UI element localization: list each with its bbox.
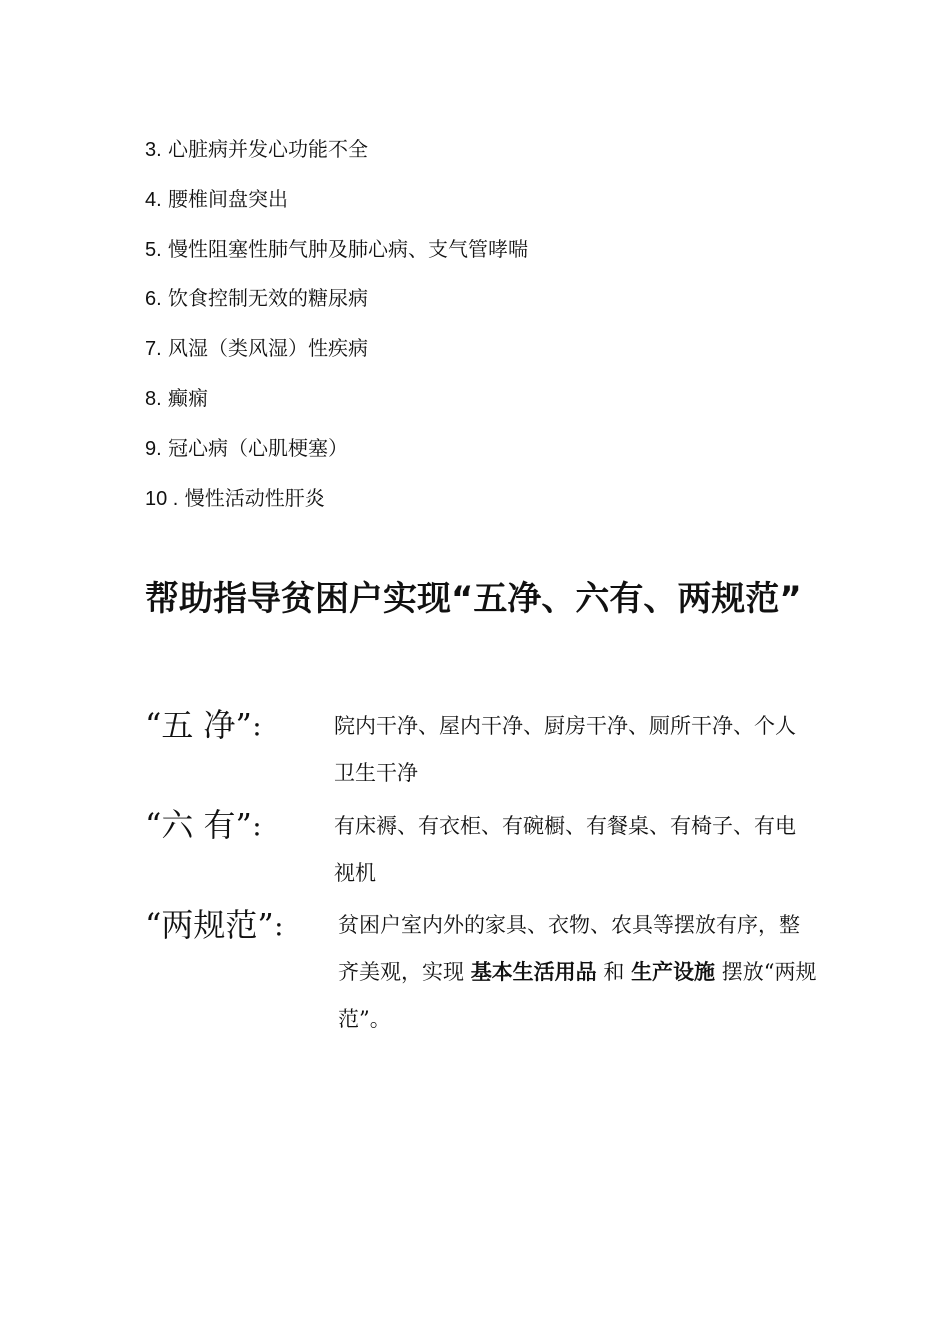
definition-wujing: 院内干净、屋内干净、厨房干净、厕所干净、个人卫生干净 <box>334 714 796 785</box>
definition-liuyou: 有床褥、有衣柜、有碗橱、有餐桌、有椅子、有电视机 <box>334 814 796 885</box>
list-item <box>145 134 845 184</box>
list-item <box>145 333 845 383</box>
list-item <box>145 283 845 333</box>
list-item-text: 风湿（类风湿）性疾病 <box>168 336 369 361</box>
section-heading: 帮助指导贫困户实现“五净、六有、两规范” <box>145 579 802 619</box>
definition-connector: 和 <box>603 960 625 984</box>
term-label: “六 有” <box>145 806 252 844</box>
definition-text-end: 摆放“两规范”。 <box>338 960 817 1031</box>
list-item <box>145 483 845 533</box>
term-wujing <box>145 705 274 749</box>
list-item-number: 3. <box>145 139 162 161</box>
list-item-number: 4. <box>145 188 162 211</box>
term-lianggui <box>145 905 296 949</box>
list-item <box>145 234 845 284</box>
list-item-text: 饮食控制无效的糖尿病 <box>168 286 369 311</box>
bold-term-daily-goods: 基本生活用品 <box>470 960 597 984</box>
bold-term-production-facilities: 生产设施 <box>631 960 716 984</box>
list-item <box>145 383 845 433</box>
list-item-number: 8. <box>145 387 162 410</box>
list-item-number: 5. <box>145 238 162 261</box>
list-item-text: 癫痫 <box>168 385 209 410</box>
term-liuyou <box>145 805 274 849</box>
list-item-text: 慢性活动性肝炎 <box>184 485 325 510</box>
term-colon: ： <box>251 816 274 842</box>
definition-lianggui <box>338 902 818 1043</box>
list-item-number: 7. <box>145 338 162 361</box>
disease-list <box>145 134 845 532</box>
list-item <box>145 433 845 483</box>
list-item-text: 慢性阻塞性肺气肿及肺心病、支气管哮喘 <box>168 236 529 261</box>
list-item-text: 心脏病并发心功能不全 <box>168 137 369 161</box>
list-item-text: 腰椎间盘突出 <box>168 186 289 211</box>
term-label: “五 净” <box>145 706 252 744</box>
list-item-number: 9. <box>145 437 162 460</box>
list-item-number: 6. <box>145 288 162 311</box>
term-colon: ： <box>251 716 274 742</box>
term-colon: ： <box>273 916 296 942</box>
definition-text: 贫困户室内外的家具、衣物、农具等摆放有序，整齐美观，实现 <box>338 913 800 984</box>
list-item-number: 10 . <box>145 487 179 510</box>
list-item <box>145 184 845 234</box>
list-item-text: 冠心病（心肌梗塞） <box>168 435 349 460</box>
term-label: “两规范” <box>145 906 274 944</box>
